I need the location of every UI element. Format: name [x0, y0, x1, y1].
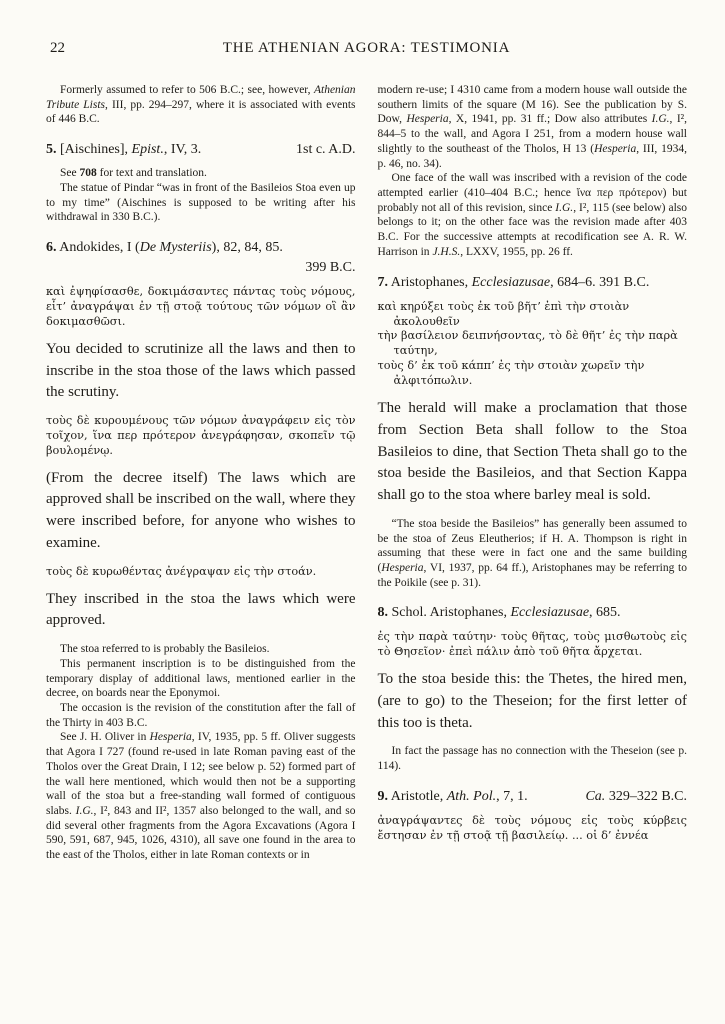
text-run: , VI, 1937, pp. 64 ff.), Aristophanes may be referring to the Poikile (see p. 31). — [377, 561, 687, 589]
text-run: 5. — [46, 142, 57, 158]
right-column — [378, 83, 688, 863]
text-run: , LXXV, 1955, pp. 26 ff. — [460, 245, 573, 258]
entry-heading — [378, 275, 688, 291]
entry-heading — [378, 605, 688, 621]
text-run: , IV, 1935, pp. 5 ff. Oliver suggests that Agora I 727 (found re-used in late Roman paving east of the Tholos over the Great Drain, I 12; see below p. 52) formed part of the wall here mentioned, which would then not be a supporting wall of the stoa but a free-standing wall formed of contiguous slabs. — [46, 731, 356, 818]
commentary-paragraph — [46, 166, 356, 181]
translation-paragraph — [46, 339, 356, 404]
text-run: I.G. — [555, 201, 574, 214]
commentary-paragraph — [46, 83, 356, 127]
text-run: You decided to scrutinize all the laws and then to inscribe in the stoa those of the laws which passed the scrutiny. — [46, 340, 356, 401]
greek-verse-line: καὶ κηρύξει τοὺς ἐκ τοῦ βῆτ’ ἐπὶ τὴν στοιὰν ἀκολουθεῖν — [377, 299, 630, 328]
text-run: The herald will make a proclamation that those from Section Beta shall follow to the Stoa Basileios to dine, that Section Theta shall go to the stoa beside the Basileios, and that Section Kappa shall go to the stoa where barley meal is sold. — [377, 400, 687, 504]
text-run: Andokides, I ( — [56, 240, 140, 256]
running-title: THE ATHENIAN AGORA: TESTIMONIA — [222, 40, 511, 56]
text-run: In fact the passage has no connection with the Theseion (see p. 114). — [377, 745, 687, 773]
commentary-paragraph — [378, 171, 688, 259]
left-column — [46, 83, 356, 863]
entry-date — [585, 789, 687, 805]
text-run: , 684–6. 391 B.C. — [550, 274, 650, 290]
text-run: 7. — [377, 274, 388, 290]
entry-citation — [378, 605, 621, 621]
text-run: 708 — [79, 167, 97, 180]
text-run: modern re-use; I 4310 came from a modern house wall outside the southern limits of the square (M 16). See the publication by S. Dow, — [377, 84, 687, 126]
greek-passage — [46, 565, 356, 580]
greek-verse-line: τοὺς δ’ ἐκ τοῦ κάππ’ ἐς τὴν στοιὰν χωρεῖν τὴν ἀλφιτόπωλιν. — [377, 359, 645, 388]
text-run: 1st c. A.D. — [296, 142, 356, 158]
text-run: To the stoa beside this: the Thetes, the hired men, (are to go) to the Theseion; for the first letter of this too is theta. — [377, 671, 687, 731]
greek-passage — [378, 814, 688, 844]
greek-verse — [378, 300, 688, 389]
commentary-paragraph — [46, 730, 356, 862]
text-run: (From the decree itself) The laws which are approved shall be inscribed on the wall, where they were inscribed before, for anyone who wishes to examine. — [46, 469, 356, 551]
entry-heading — [378, 789, 688, 805]
text-run: De Mysteriis — [139, 240, 212, 256]
text-run: Schol. Aristophanes, — [388, 605, 511, 621]
text-run: τοὺς δὲ κυρωθέντας ἀνέγραψαν εἰς τὴν στοάν. — [46, 564, 317, 578]
page-header — [46, 40, 687, 57]
text-run: See J. H. Oliver in — [60, 731, 150, 744]
text-run: The statue of Pindar “was in front of the Basileios Stoa even up to my time” (Aischines is supposed to be writing after his withdrawal in 330 B.C.). — [46, 181, 356, 224]
text-run: , I², 844–5 to the wall, and Agora I 251, from a modern house wall slightly to the southeast of the Tholos, H 13 ( — [377, 113, 687, 155]
text-run: , IV, 3. — [163, 142, 202, 158]
entry-heading — [46, 240, 356, 256]
text-run: Hesperia — [594, 142, 637, 155]
commentary-paragraph — [46, 181, 356, 225]
text-run: for text and translation. — [96, 167, 207, 180]
commentary-paragraph — [46, 701, 356, 730]
greek-passage — [46, 285, 356, 330]
text-run: 329–322 B.C. — [605, 788, 687, 804]
greek-passage — [46, 414, 356, 459]
text-run: I.G. — [75, 805, 94, 818]
text-run: Ca. — [585, 788, 606, 804]
translation-paragraph — [378, 669, 688, 734]
text-run: , X, 1941, pp. 31 ff.; Dow also attributes — [448, 113, 652, 126]
text-run: Aristophanes, — [388, 274, 472, 290]
text-columns — [46, 83, 687, 863]
text-run: Ecclesiazusae — [471, 274, 551, 290]
text-run: , 7, 1. — [496, 788, 528, 804]
text-run: ἀναγράψαντες δὲ τοὺς νόμους εἰς τοὺς κύρβεις ἔστησαν ἐν τῇ στοᾷ τῇ βασιλείῳ. ... οἱ δ’ ἐννέα — [377, 813, 687, 842]
text-run: Athenian Tribute Lists — [46, 84, 356, 111]
text-run: Hesperia — [149, 731, 192, 744]
entry-date — [296, 142, 356, 158]
entry-citation — [378, 275, 650, 291]
commentary-paragraph — [378, 83, 688, 171]
text-run: Hesperia — [406, 113, 449, 126]
commentary-paragraph — [46, 642, 356, 657]
text-run: ), 82, 84, 85. — [211, 240, 283, 256]
text-run: , III, pp. 294–297, where it is associated with events of 446 B.C. — [46, 98, 356, 126]
entry-citation — [378, 789, 528, 805]
text-run: J.H.S. — [432, 245, 461, 258]
commentary-paragraph — [378, 517, 688, 591]
translation-paragraph — [46, 468, 356, 555]
text-run: , III, 1934, p. 46, no. 34). — [377, 142, 687, 170]
text-run: 6. — [46, 240, 57, 256]
greek-verse-line: τὴν βασίλειον δειπνήσοντας, τὸ δὲ θῆτ’ ἐς τὴν παρὰ ταύτην, — [377, 329, 678, 358]
entry-citation — [46, 142, 201, 158]
text-run: Ath. Pol. — [446, 788, 497, 804]
text-run: Ecclesiazusae — [510, 605, 590, 621]
translation-paragraph — [46, 589, 356, 633]
commentary-paragraph — [378, 744, 688, 773]
page-number: 22 — [50, 40, 65, 56]
greek-passage — [378, 630, 688, 660]
text-run: Aristotle, — [388, 788, 447, 804]
text-run: [Aischines], — [56, 142, 132, 158]
text-run: The occasion is the revision of the constitution after the fall of the Thirty in 403 B.C. — [46, 702, 356, 729]
text-run: ἐς τὴν παρὰ ταύτην· τοὺς θῆτας, τοὺς μισθωτοὺς εἰς τὸ Θησεῖον· ἐπεὶ πάλιν ἀπὸ τοῦ θῆτα ἄρχεται. — [377, 630, 687, 659]
text-run: , I², 115 (see below) also belongs to it; on the other face was the revision made after 403 B.C. For the successive attempts at recodification see A. R. W. Harrison in — [377, 201, 687, 258]
text-run: The stoa referred to is probably the Basileios. — [60, 643, 270, 656]
text-run: Hesperia — [381, 561, 424, 574]
text-run: 9. — [377, 788, 388, 804]
text-run: καὶ ἐψηφίσασθε, δοκιμάσαντες πάντας τοὺς νόμους, εἶτ’ ἀναγράψαι ἐν τῇ στοᾷ τούτους τῶν νόμων οἳ ἂν δοκιμασθῶσι. — [46, 285, 356, 328]
translation-paragraph — [378, 398, 688, 507]
text-run: See — [60, 167, 80, 180]
entry-date: 399 B.C. — [305, 260, 356, 276]
text-run: τοὺς δὲ κυρουμένους τῶν νόμων ἀναγράφειν εἰς τὸν τοῖχον, ἵνα περ πρότερον ἀνεγράφησαν, σκοπεῖν τῷ βουλομένῳ. — [46, 414, 356, 457]
text-run: One face of the wall was inscribed with a revision of the code attempted earlier (410–404 B.C.; hence ἵνα περ πρότερον) but probably not all of this revision, since — [377, 172, 687, 214]
text-run: Formerly assumed to refer to 506 B.C.; see, however, — [60, 84, 314, 96]
entry-citation — [46, 240, 283, 256]
text-run: This permanent inscription is to be distinguished from the temporary display of additional laws, mentioned earlier in the decree, on boards near the Eponymoi. — [46, 657, 356, 700]
text-run: I.G. — [651, 113, 670, 126]
text-run: 8. — [377, 605, 388, 621]
text-run: They inscribed in the stoa the laws which were approved. — [46, 590, 356, 629]
commentary-paragraph — [46, 657, 356, 701]
text-run: Epist. — [131, 142, 164, 158]
text-run: “The stoa beside the Basileios” has generally been assumed to be the stoa of Zeus Eleutherios; if H. A. Thompson is right in assuming that these were in fact one and the same building ( — [377, 517, 687, 574]
text-run: , 685. — [589, 605, 621, 621]
entry-heading — [46, 142, 356, 158]
text-run: , I², 843 and II², 1357 also belonged to the wall, and so did several other fragments from the Agora Excavations (Agora I 590, 591, 687, 945, 1026, 4310), all save one found in the area to the east of the Tholos, either in late Roman contexts or in — [46, 805, 356, 862]
